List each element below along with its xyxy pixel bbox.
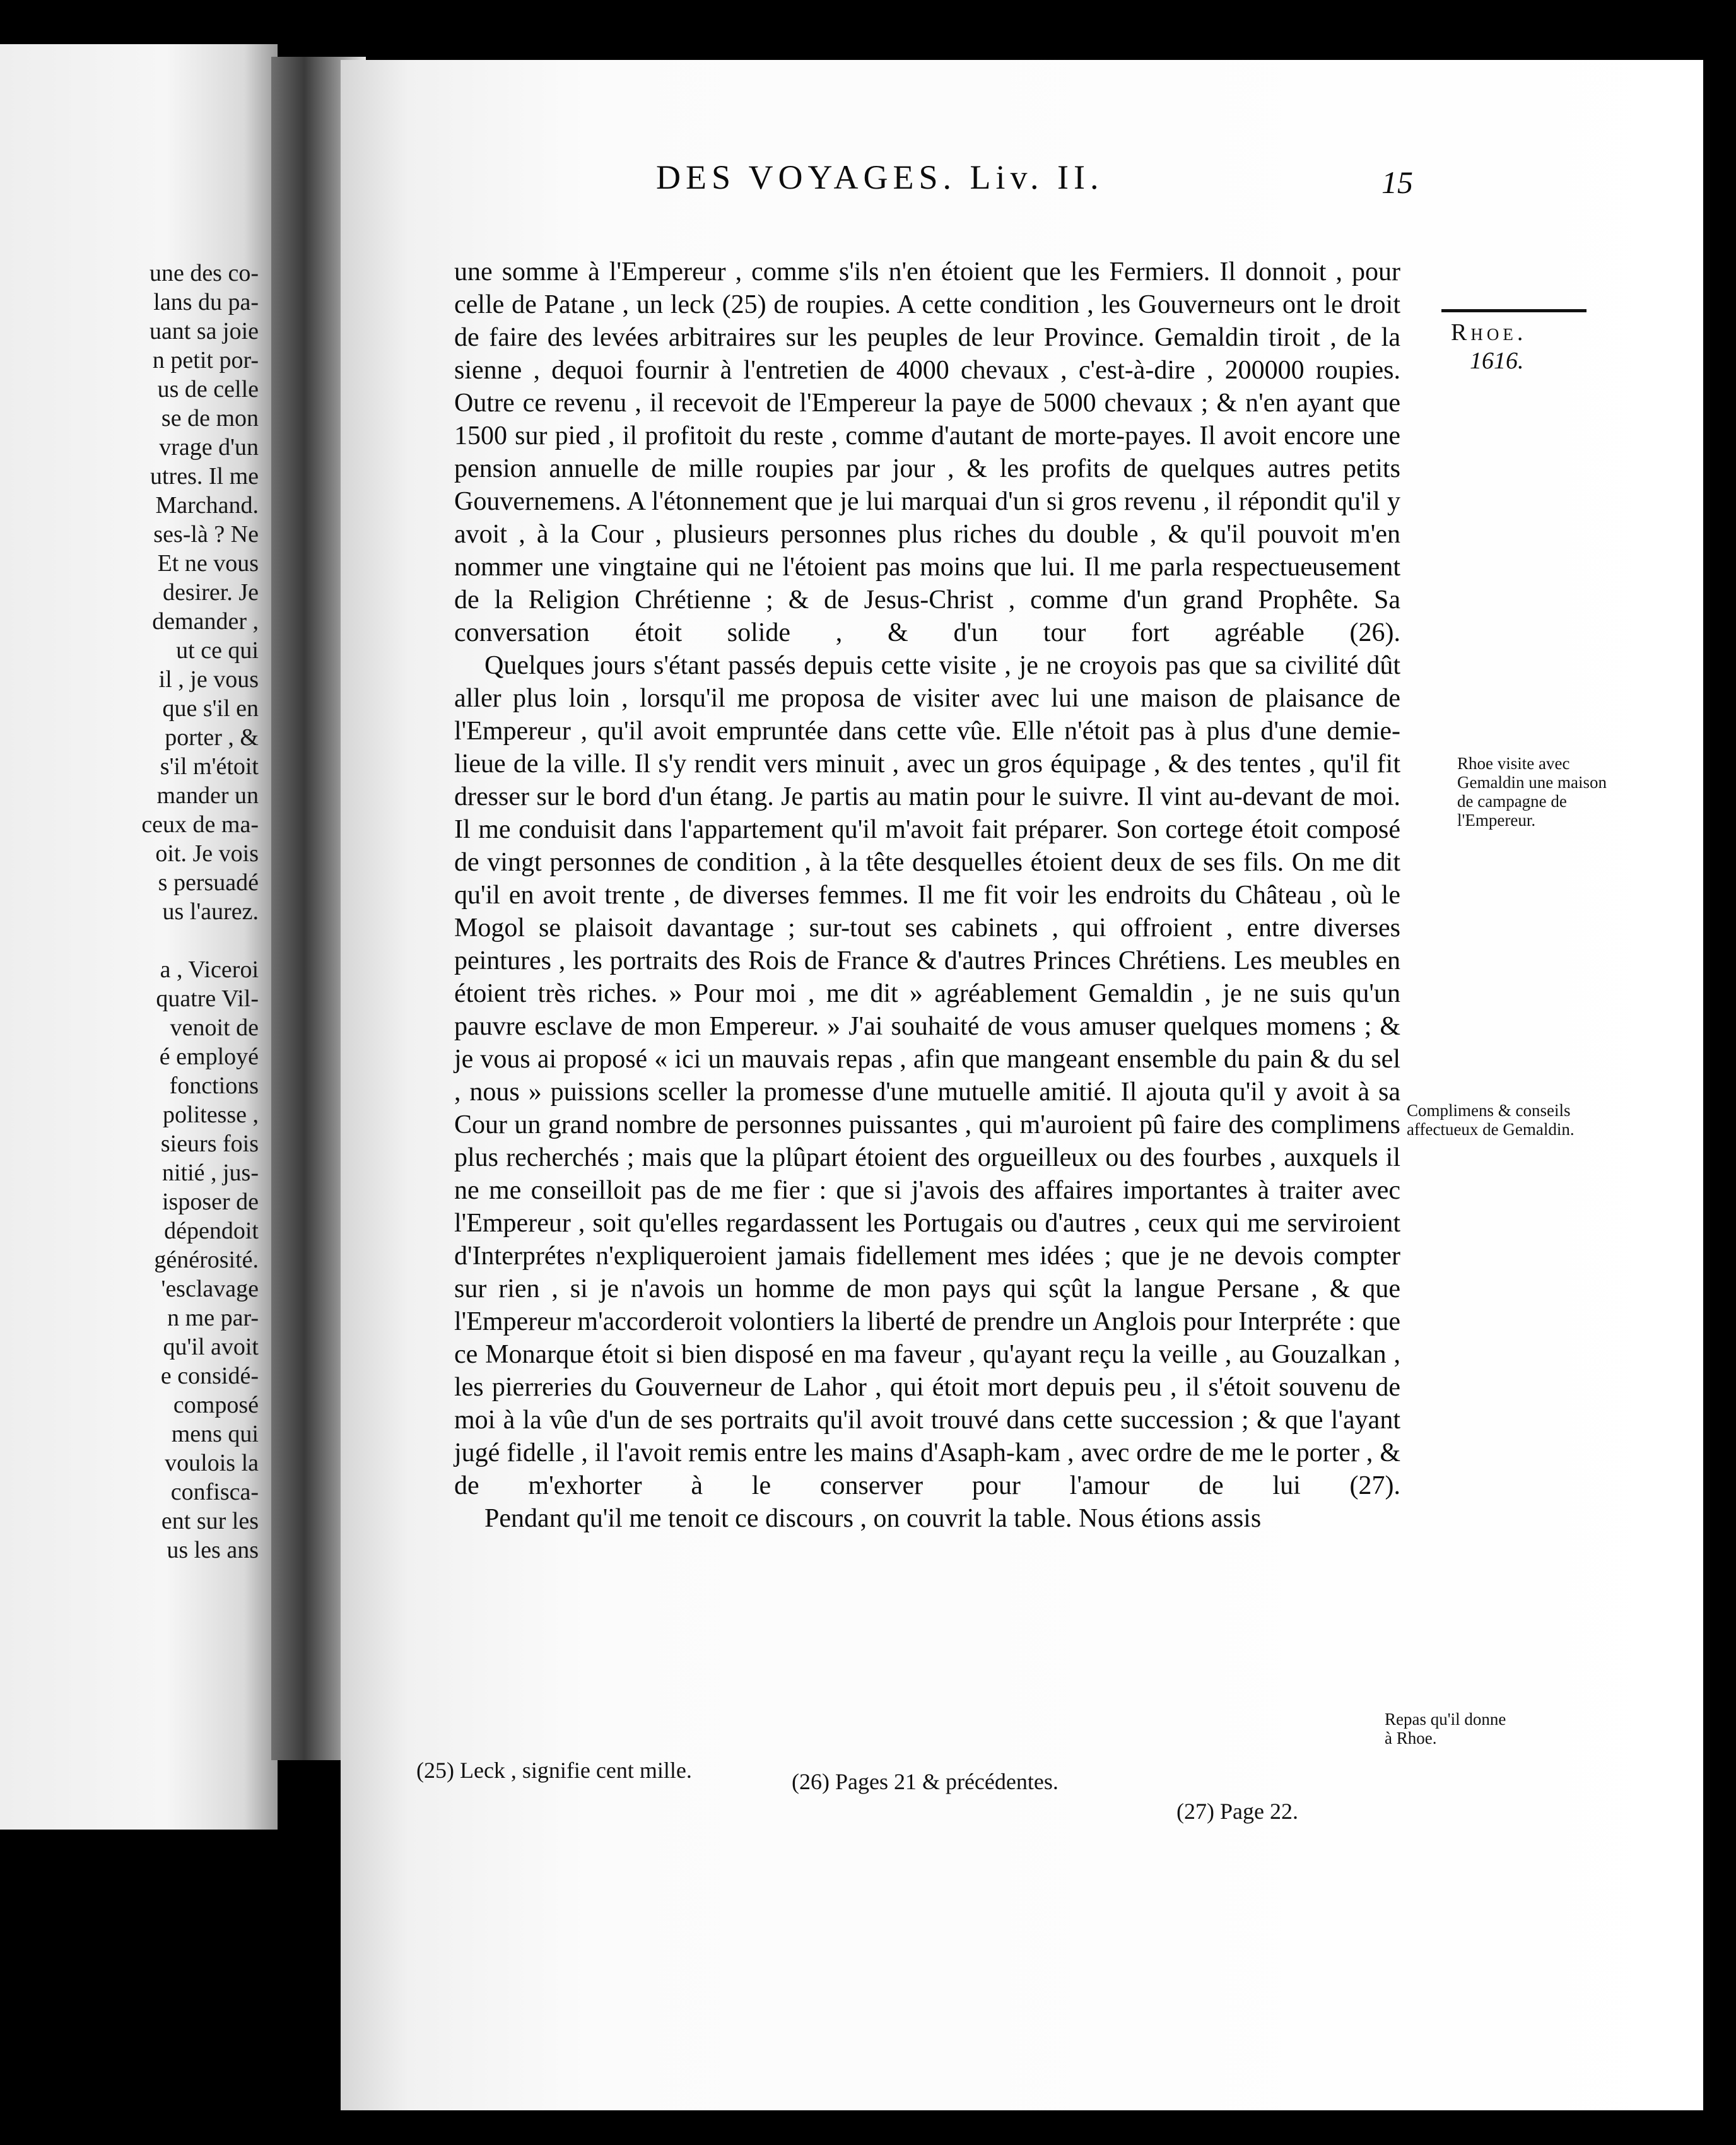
main-text <box>454 256 1400 1535</box>
left-page-line: mander un <box>156 782 259 809</box>
left-page-line: oit. Je vois <box>155 840 259 867</box>
page-header <box>315 158 1438 208</box>
left-page-line <box>0 926 259 955</box>
paragraph: Pendant qu'il me tenoit ce discours , on couvrit la table. Nous étions assis <box>484 1504 1262 1533</box>
left-page-line: a , Viceroi <box>160 956 259 983</box>
left-page-line: e considé- <box>160 1363 259 1389</box>
left-page-line: fonctions <box>169 1072 259 1099</box>
left-page-line: demander , <box>152 608 259 635</box>
left-page-line: porter , & <box>165 724 259 751</box>
footnote-27: (27) Page 22. <box>1176 1799 1298 1824</box>
left-page-line: Marchand. <box>155 492 259 519</box>
left-page-line: composé <box>173 1392 259 1418</box>
left-page-line: ent sur les <box>161 1508 259 1534</box>
left-page-line: n petit por- <box>152 347 259 373</box>
left-page-line: dépendoit <box>164 1218 259 1244</box>
left-page-line: ceux de ma- <box>141 811 259 838</box>
side-note-complimens: Complimens & conseils affectueux de Gemaldin. <box>1407 1101 1575 1139</box>
left-facing-page <box>0 44 278 1830</box>
left-page-line: utres. Il me <box>150 463 259 490</box>
side-note-visite: Rhoe visite avec Gemaldin une maison de campagne de l'Empereur. <box>1457 754 1607 830</box>
left-page-line: desirer. Je <box>163 579 259 606</box>
left-page-line: une des co- <box>149 260 259 286</box>
left-page-line: générosité. <box>154 1247 259 1273</box>
left-page-line: il , je vous <box>158 666 259 693</box>
left-page-line: isposer de <box>161 1189 259 1215</box>
footnotes <box>0 1757 1736 1824</box>
left-page-line: voulois la <box>165 1450 259 1476</box>
left-page-line: us les ans <box>167 1537 259 1563</box>
left-page-line: confisca- <box>170 1479 259 1505</box>
left-page-line: us l'aurez. <box>162 898 259 925</box>
margin-year: 1616. <box>1470 348 1524 374</box>
margin-author: Rhoe. <box>1451 319 1527 346</box>
left-page-line: s'il m'étoit <box>160 753 259 780</box>
left-page-line: que s'il en <box>162 695 259 722</box>
left-page-line: us de celle <box>157 376 259 403</box>
footnote-26: (26) Pages 21 & précédentes. <box>792 1769 1059 1794</box>
paragraph: Quelques jours s'étant passés depuis cette visite , je ne croyois pas que sa civilité dût aller plus loin , lorsqu'il me proposa de visiter avec lui une maison de plaisance de l'Empereur , qu'il avoit empruntée dans cette vûe. Elle n'étoit pas à plus d'une demie-lieue de la ville. Il s'y rendit vers minuit , avec un gros équipage , & des tentes , qu'il fit dresser sur le bord d'un étang. Je partis au matin pour le suivre. Il vint au-devant de moi. Il me conduisit dans l'appartement qu'il m'avoit fait préparer. Son cortege étoit composé de vingt personnes de condition , à la tête desquelles étoient deux de ses fils. On me dit qu'il en avoit trente , de diverses femmes. Il me fit voir les endroits du Château , où le Mogol se plaisoit davantage ; sur-tout ses cabinets , qui offroient , entre diverses peintures , les portraits des Rois de France & d'autres Princes Chrétiens. Les meubles en étoient très riches. » Pour moi , me dit » agréablement Gemaldin , je ne suis qu'un pauvre esclave de mon Empereur. » J'ai souhaité de vous amuser quelques momens ; & je vous ai proposé « ici un mauvais repas , afin que mangeant ensemble du pain & du sel , nous » puissions sceller la promesse d'une mutuelle amitié. Il ajouta qu'il y avoit à sa Cour un grand nombre de personnes puissantes , qui m'auroient pû faire des complimens plus recherchés ; mais que la plûpart étoient des orgueilleux ou des fourbes , auxquels il ne me conseilloit pas de me fier : que si j'avois des affaires importantes à traiter avec l'Empereur , soit qu'elles regardassent les Portugais ou d'autres , ceux qui me serviroient d'Interprétes n'expliqueroient jamais fidellement mes idées ; que je ne devois compter sur rien , si je n'avois un homme de mon pays qui sçût la langue Persane , & que l'Empereur m'accorderoit volontiers la liberté de prendre un Anglois pour Interpréte : que ce Monarque étoit si bien disposé en ma faveur , qu'ayant reçu la veille , au Gouzalkan , les pierreries du Gouverneur de Lahor , qui étoit mort depuis peu , il s'étoit souvenu de moi à la vûe d'un de ses portraits qu'il avoit trouvé dans cette succession ; & que l'ayant jugé fidelle , il l'avoit remis entre les mains d'Asaph-kam , avec ordre de me le porter , & de m'exhorter à le conserver pour l'amour de lui (27). <box>454 651 1400 1500</box>
paragraph: une somme à l'Empereur , comme s'ils n'en étoient que les Fermiers. Il donnoit , pour celle de Patane , un leck (25) de roupies. A cette condition , les Gouverneurs ont le droit de faire des levées arbitraires sur les peuples de leur Province. Gemaldin tiroit , de la sienne , dequoi fournir à l'entretien de 4000 chevaux , c'est-à-dire , 200000 roupies. Outre ce revenu , il recevoit de l'Empereur la paye de 5000 chevaux ; & n'en ayant que 1500 sur pied , il profitoit du reste , comme d'autant de morte-payes. Il avoit encore une pension annuelle de mille roupies par jour , & les profits de quelques autres petits Gouvernemens. A l'étonnement que je lui marquai d'un si gros revenu , il répondit qu'il y avoit , à la Cour , plusieurs personnes plus riches du double , & qu'il pouvoit m'en nommer une vingtaine qui ne l'étoient pas moins que lui. Il me parla respectueusement de la Religion Chrétienne ; & de Jesus-Christ , comme d'un grand Prophête. Sa conversation étoit solide , & d'un tour fort agréable (26). <box>454 257 1400 647</box>
left-page-line: mens qui <box>171 1421 259 1447</box>
left-page-line: venoit de <box>170 1014 259 1041</box>
left-page-line: vrage d'un <box>159 434 259 461</box>
left-page-line: é employé <box>159 1043 259 1070</box>
left-page-line: se de mon <box>161 405 259 432</box>
left-page-line: ut ce qui <box>176 637 259 664</box>
left-page-text <box>0 259 259 1565</box>
left-page-line: qu'il avoit <box>163 1334 259 1360</box>
left-page-line: Et ne vous <box>157 550 259 577</box>
running-head: DES VOYAGES. Liv. II. <box>656 158 1104 196</box>
margin-rule <box>1441 309 1586 312</box>
left-page-line: 'esclavage <box>161 1276 259 1302</box>
footnote-25: (25) Leck , signifie cent mille. <box>416 1758 692 1783</box>
left-page-line: s persuadé <box>158 869 259 896</box>
left-page-line: n me par- <box>167 1305 259 1331</box>
page-number: 15 <box>1381 165 1413 200</box>
left-page-line: quatre Vil- <box>156 985 259 1012</box>
left-page-line: ses-là ? Ne <box>153 521 259 548</box>
left-page-line: sieurs fois <box>160 1131 259 1157</box>
left-page-line: politesse , <box>163 1102 259 1128</box>
left-page-line: lans du pa- <box>153 289 259 315</box>
side-note-repas: Repas qu'il donne à Rhoe. <box>1385 1710 1506 1748</box>
left-page-line: uant sa joie <box>149 318 259 344</box>
left-page-line: nitié , jus- <box>161 1160 259 1186</box>
